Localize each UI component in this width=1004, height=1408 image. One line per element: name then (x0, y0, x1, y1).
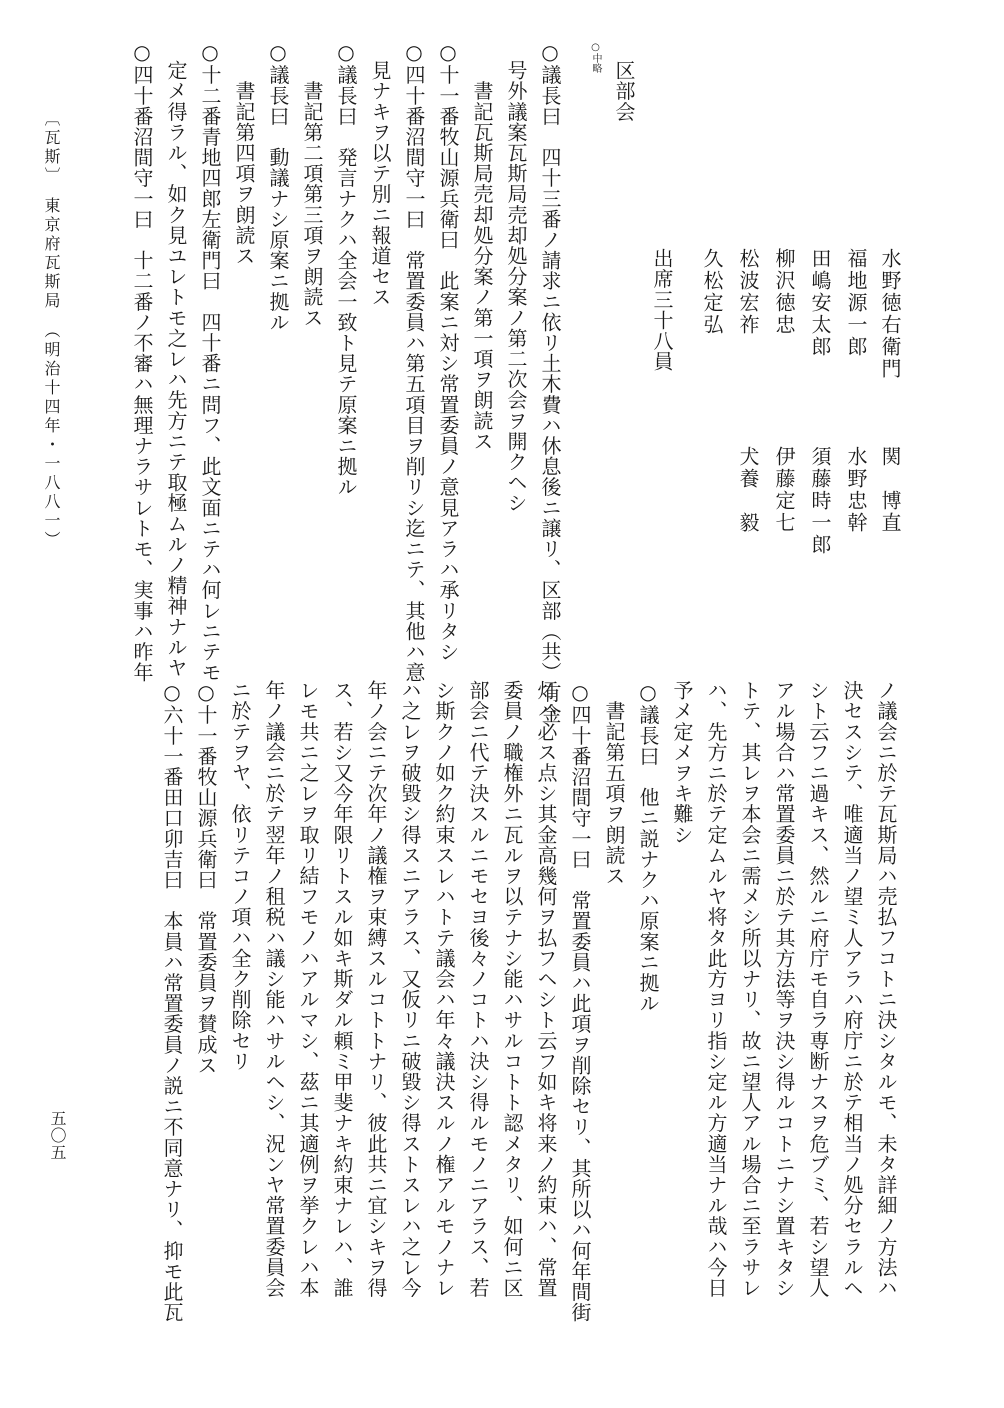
text-column: アル場合ハ常置委員ニ於テ其方法等ヲ決シ得ルコトニナシ置キタシ (772, 680, 796, 1298)
text-column: 決セスシテ、唯適当ノ望ミ人アラハ府庁ニ於テ相当ノ処分セラルヘ (840, 680, 864, 1298)
text-column: ○四十番沼間守一曰 常置委員ハ第五項目ヲ削リシ迄ニテ、其他ハ意 (402, 40, 426, 683)
text-column: ○十二番青地四郎左衛門曰 四十番ニ問フ、此文面ニテハ何レニテモ (198, 40, 222, 683)
text-column: ノ議会ニ於テ瓦斯局ハ売払フコトニ決シタルモ、未タ詳細ノ方法ハ (874, 680, 898, 1298)
member-name: 水野徳右衛門 (878, 248, 902, 380)
text-column: 年ノ会ニテ次年ノ議権ヲ束縛スルコトトナリ、彼此共ニ宜シキヲ得 (364, 680, 388, 1298)
text-column: 号外議案瓦斯局売却処分案ノ第二次会ヲ開クヘシ (504, 60, 528, 514)
text-column: 灯ハ必ス点シ其金高幾何ヲ払フヘシト云フ如キ将来ノ約束ハ、常置 (534, 680, 558, 1298)
text-column: 書記第五項ヲ朗読ス (602, 680, 626, 886)
member-name: 犬養 毅 (736, 446, 760, 534)
text-column: ハ之レヲ破毀シ得スニアラス、又仮リニ破毀シ得ストスレハ之レ今 (398, 680, 422, 1298)
member-name: 水野忠幹 (844, 446, 868, 534)
text-column: シ斯クノ如ク約束スレハトテ議会ハ年々議決スルノ権アルモノナレ (432, 680, 456, 1298)
member-name: 久松定弘 (700, 248, 724, 336)
text-column: 見ナキヲ以テ別ニ報道セス (368, 60, 392, 308)
text-column: ○議長曰 発言ナクハ全会一致ト見テ原案ニ拠ル (334, 40, 358, 498)
text-column: ○十一番牧山源兵衛曰 此案ニ対シ常置委員ノ意見アラハ承リタシ (436, 40, 460, 662)
text-column: 年ノ議会ニ於テ翌年ノ租税ハ議シ能ハサルヘシ、況ンヤ常置委員会 (262, 680, 286, 1298)
text-column: ハ、先方ニ於テ定ムルヤ将タ此方ヨリ指シ定ル方適当ナル哉ハ今日 (704, 680, 728, 1298)
member-name: 福地源一郎 (844, 248, 868, 358)
text-column: 書記第四項ヲ朗読ス (232, 60, 256, 266)
text-column: トテ、其レヲ本会ニ需メシ所以ナリ、故ニ望人アル場合ニ至ラサレ (738, 680, 762, 1298)
text-column: ○議長曰 他ニ説ナクハ原案ニ拠ル (636, 680, 660, 1014)
text-column: ○四十番沼間守一曰 十二番ノ不審ハ無理ナラサレトモ、実事ハ昨年 (130, 40, 154, 683)
member-name: 田嶋安太郎 (808, 248, 832, 358)
omission-mark: ○中略 (590, 42, 601, 73)
text-column: シト云フニ過キス、然ルニ府庁モ自ラ専断ナスヲ危ブミ、若シ望人 (806, 680, 830, 1298)
text-column: 書記瓦斯局売却処分案ノ第一項ヲ朗読ス (470, 60, 494, 452)
text-column: 定メ得ラル、如ク見ユレトモ之レハ先方ニテ取極ムルノ精神ナルヤ (164, 60, 188, 678)
text-column: 書記第二項第三項ヲ朗読ス (300, 60, 324, 328)
text-column: ニ於テヲヤ、依リテコノ項ハ全ク削除セリ (228, 680, 252, 1072)
text-column: ス、若シ又今年限リトスル如キ斯ダル頼ミ甲斐ナキ約束ナレハ、誰 (330, 680, 354, 1298)
text-column: 部会ニ代テ決スルニモセヨ後々ノコトハ決シ得ルモノニアラス、若 (466, 680, 490, 1298)
text-column: 予メ定メヲキ難シ (670, 680, 694, 845)
text-column: 委員ノ職権外ニ瓦ルヲ以テナシ能ハサルコトト認メタリ、如何ニ区 (500, 680, 524, 1298)
member-name: 須藤時一郎 (808, 446, 832, 556)
member-name: 松波宏祚 (736, 248, 760, 336)
text-column: ○六十一番田口卯吉曰 本員ハ常置委員ノ説ニ不同意ナリ、抑モ此瓦 (160, 680, 184, 1323)
page-number: 五〇五 (48, 1110, 67, 1161)
section-heading: 区部会 (612, 60, 636, 122)
attendance-count: 出席三十八員 (650, 248, 674, 372)
text-column: ○四十番沼間守一曰 常置委員ハ此項ヲ削除セリ、其所以ハ何年間街 (568, 680, 592, 1323)
text-column: レモ共ニ之レヲ取リ結フモノハアルマシ、茲ニ其適例ヲ挙クレハ本 (296, 680, 320, 1298)
member-name: 関 博直 (878, 446, 902, 534)
member-name: 柳沢徳忠 (772, 248, 796, 336)
text-column: ○議長曰 四十三番ノ請求ニ依リ土木費ハ休息後ニ譲リ、区部（共）有金 (538, 40, 562, 724)
member-name: 伊藤定七 (772, 446, 796, 534)
running-footer: 〔瓦斯〕 東京府瓦斯局 （明治十四年・一八八一） (42, 110, 61, 550)
text-column: ○十一番牧山源兵衛曰 常置委員ヲ賛成ス (194, 680, 218, 1076)
text-column: ○議長曰 動議ナシ原案ニ拠ル (266, 40, 290, 333)
